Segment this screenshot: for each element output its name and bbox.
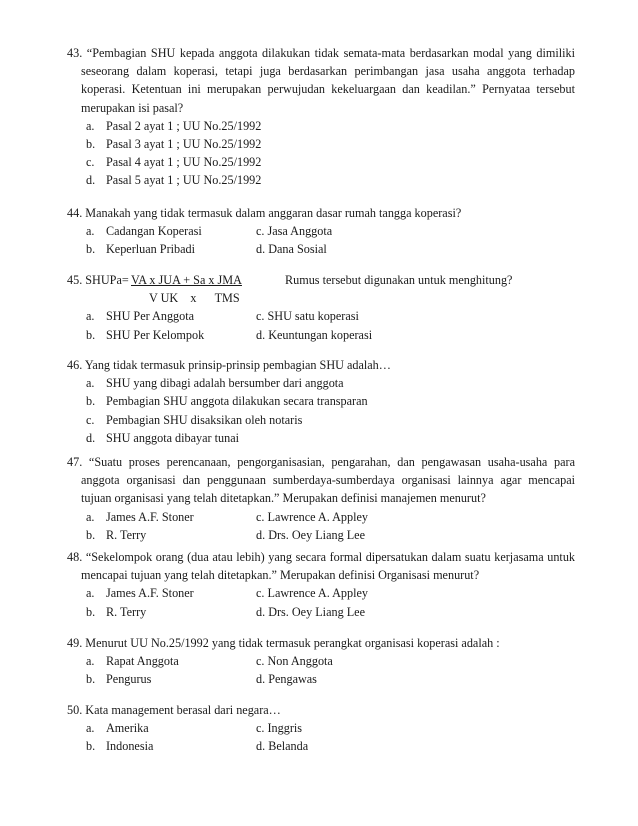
option-text: Pasal 3 ayat 1 ; UU No.25/1992 [106,137,262,151]
question-stem [67,453,575,508]
question-text: Rumus tersebut digunakan untuk menghitung? [285,273,513,287]
option-c [67,153,575,171]
option-letter: c. [86,155,95,170]
option-d [67,429,575,447]
option-text: Pasal 4 ayat 1 ; UU No.25/1992 [106,155,262,170]
question-50 [67,701,575,756]
option-text: Pembagian SHU disaksikan oleh notaris [106,412,303,427]
question-number: 45. [67,273,83,287]
option-text: Pengurus [106,672,152,687]
question-stem [67,548,575,584]
formula-denominator: V UK x TMS [149,291,240,306]
question-43 [67,44,575,190]
option-row-bd [67,326,575,344]
option-text: SHU anggota dibayar tunai [106,430,240,445]
option-d [67,171,575,189]
option-row-bd [67,603,575,621]
option-letter: a. [86,224,95,239]
option-text: SHU Per Kelompok [106,327,205,342]
question-number: 50. [67,703,83,717]
option-letter: b. [86,604,96,619]
option-text: c. Lawrence A. Appley [256,509,369,524]
option-letter: b. [86,137,96,151]
option-text: Amerika [106,721,149,736]
question-number: 49. [67,636,83,650]
option-letter: a. [86,309,95,324]
option-letter: b. [86,739,96,754]
option-a [67,117,575,135]
question-text: Menurut UU No.25/1992 yang tidak termasuk perangkat organisasi koperasi adalah : [85,636,500,650]
option-text: James A.F. Stoner [106,509,194,524]
option-letter: a. [86,721,95,736]
option-row-ac [67,584,575,602]
option-b [67,392,575,410]
option-letter: b. [86,394,96,409]
question-44 [67,204,575,259]
question-number: 43. [67,46,83,60]
option-letter: b. [86,242,96,257]
question-47 [67,453,575,544]
option-letter: b. [86,327,96,342]
option-letter: a. [86,586,95,601]
option-c [67,411,575,429]
option-row-ac [67,508,575,526]
option-letter: a. [86,509,95,524]
option-letter: d. [86,430,96,445]
question-48 [67,548,575,621]
formula-row [67,271,575,289]
option-text: c. Jasa Anggota [256,224,333,239]
question-stem [67,634,575,652]
option-text: Pasal 2 ayat 1 ; UU No.25/1992 [106,118,262,133]
question-stem [67,356,575,374]
option-letter: a. [86,376,95,391]
option-letter: b. [86,527,96,542]
option-row-bd [67,526,575,544]
option-row-ac [67,719,575,737]
question-text: “Pembagian SHU kepada anggota dilakukan tidak semata-mata berdasarkan modal yang dimiliki seseorang dalam koperasi, tetapi juga berdasarkan perimbangan jasa usaha anggota terhadap koperasi. Ketentuan ini merupakan perwujudan kekeluargaan dan keadilan.” Pernyataa tersebut merupakan isi pasal? [81,46,576,115]
option-row-bd [67,240,575,258]
option-letter: d. [86,173,96,188]
option-row-ac [67,652,575,670]
formula-denominator-row [67,289,575,307]
formula-numerator: VA x JUA + Sa x JMA [131,273,242,287]
option-text: c. Non Anggota [256,654,333,669]
option-row-bd [67,670,575,688]
option-text: Pasal 5 ayat 1 ; UU No.25/1992 [106,173,262,188]
question-45 [67,271,575,344]
question-stem [67,44,575,117]
option-text: d. Dana Sosial [256,242,327,257]
option-text: c. Inggris [256,721,303,736]
option-text: d. Keuntungan koperasi [256,327,373,342]
question-text: Yang tidak termasuk prinsip-prinsip pembagian SHU adalah… [84,358,391,372]
option-text: d. Drs. Oey Liang Lee [256,604,365,619]
question-text: Kata management berasal dari negara… [85,703,281,717]
option-row-ac [67,222,575,240]
option-letter: a. [86,654,95,669]
option-text: Keperluan Pribadi [106,242,196,257]
option-text: c. SHU satu koperasi [256,309,359,324]
option-text: d. Pengawas [256,672,317,687]
option-text: Indonesia [106,739,154,754]
question-number: 44. [67,206,83,220]
option-letter: b. [86,672,96,687]
question-49 [67,634,575,689]
option-row-ac [67,307,575,325]
question-number: 46. [67,358,83,372]
option-text: Cadangan Koperasi [106,224,202,239]
option-letter: a. [86,118,95,133]
option-a [67,374,575,392]
option-b [67,135,575,153]
option-text: c. Lawrence A. Appley [256,586,369,601]
formula-lhs: SHUPa= [85,273,129,287]
option-text: d. Belanda [256,739,309,754]
question-number: 47. [67,455,83,469]
question-text: “Sekelompok orang (dua atau lebih) yang secara formal dipersatukan dalam suatu kerjasama untuk mencapai tujuan yang telah ditetapkan.” Merupakan definisi Organisasi menurut? [81,550,576,583]
question-number: 48. [67,550,83,564]
question-46 [67,356,575,447]
option-text: SHU Per Anggota [106,309,195,324]
option-text: d. Drs. Oey Liang Lee [256,527,365,542]
question-stem [67,701,575,719]
option-text: SHU yang dibagi adalah bersumber dari anggota [106,376,344,391]
option-text: R. Terry [106,527,147,542]
option-letter: c. [86,412,95,427]
question-stem [67,204,575,222]
option-text: Pembagian SHU anggota dilakukan secara transparan [106,394,368,409]
option-text: R. Terry [106,604,147,619]
option-text: Rapat Anggota [106,654,179,669]
option-row-bd [67,737,575,755]
question-text: Manakah yang tidak termasuk dalam anggaran dasar rumah tangga koperasi? [85,206,462,220]
question-text: “Suatu proses perencanaan, pengorganisasian, pengarahan, dan pengawasan usaha-usaha para anggota organisasi dan penggunaan sumberdaya-sumberdaya organisasi lainnya agar mencapai tujuan organisasi yang telah ditetapkan.” Merupakan definisi manajemen menurut? [81,455,575,506]
formula-label [67,271,129,289]
option-text: James A.F. Stoner [106,586,194,601]
